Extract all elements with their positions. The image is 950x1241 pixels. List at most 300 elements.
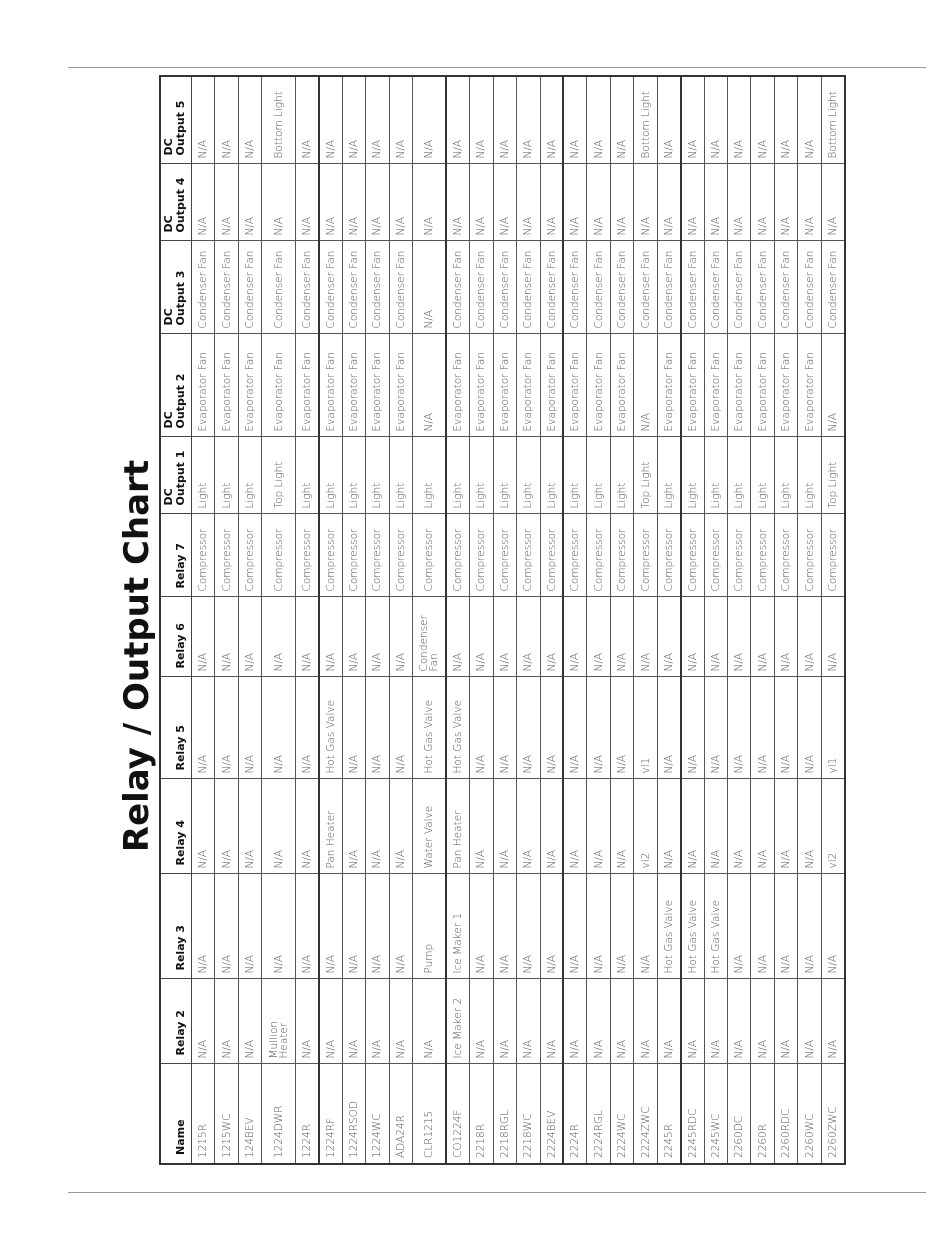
table-row — [262, 76, 296, 1164]
table-cell: N/A — [470, 874, 493, 979]
model-name-cell: CO1224F — [446, 1064, 469, 1164]
table-cell: N/A — [470, 779, 493, 874]
table-cell: Condenser Fan — [470, 241, 493, 334]
table-cell: Ice Maker 1 — [446, 874, 469, 979]
table-cell: Top Light — [634, 437, 657, 514]
table-row — [446, 76, 469, 1164]
table-cell: Evaporator Fan — [728, 334, 751, 437]
table-cell: N/A — [389, 979, 412, 1064]
table-cell: N/A — [295, 979, 318, 1064]
table-cell: Compressor — [587, 514, 610, 597]
table-cell: Compressor — [540, 514, 563, 597]
table-cell: Condenser Fan — [493, 241, 516, 334]
table-cell: N/A — [493, 76, 516, 164]
top-rule — [68, 67, 926, 68]
table-cell: N/A — [192, 597, 215, 677]
table-cell: Compressor — [366, 514, 389, 597]
table-cell: Light — [517, 437, 540, 514]
table-cell: Light — [610, 437, 633, 514]
table-row — [563, 76, 586, 1164]
table-cell: N/A — [262, 677, 296, 779]
table-cell: Bottom Light — [634, 76, 657, 164]
table-cell: N/A — [774, 164, 797, 241]
table-cell: Condenser Fan — [319, 241, 342, 334]
model-name-cell: 2218R — [470, 1064, 493, 1164]
table-cell: N/A — [192, 164, 215, 241]
table-cell: N/A — [470, 164, 493, 241]
table-cell: Light — [493, 437, 516, 514]
table-cell: Pump — [413, 874, 447, 979]
table-cell: N/A — [517, 164, 540, 241]
table-cell: Light — [774, 437, 797, 514]
table-cell: N/A — [493, 164, 516, 241]
table-cell: N/A — [657, 979, 680, 1064]
table-cell: N/A — [681, 779, 704, 874]
table-row — [517, 76, 540, 1164]
table-cell: Compressor — [342, 514, 365, 597]
model-name-cell: 1224R — [295, 1064, 318, 1164]
table-cell: N/A — [610, 874, 633, 979]
table-cell: N/A — [821, 334, 845, 437]
model-name-cell: 2218WC — [517, 1064, 540, 1164]
table-cell: N/A — [389, 677, 412, 779]
table-cell: N/A — [389, 779, 412, 874]
table-cell: Evaporator Fan — [389, 334, 412, 437]
table-row — [751, 76, 774, 1164]
model-name-cell: 2260RDC — [774, 1064, 797, 1164]
table-cell: Condenser Fan — [446, 241, 469, 334]
table-cell: N/A — [319, 76, 342, 164]
model-name-cell: 2224R — [563, 1064, 586, 1164]
table-cell: Light — [295, 437, 318, 514]
table-cell: N/A — [319, 597, 342, 677]
column-header: DC Output 4 — [160, 164, 192, 241]
table-cell: N/A — [517, 779, 540, 874]
table-cell: Compressor — [681, 514, 704, 597]
table-cell: N/A — [413, 164, 447, 241]
table-cell: Light — [192, 437, 215, 514]
table-cell: N/A — [798, 164, 821, 241]
table-cell: Evaporator Fan — [493, 334, 516, 437]
table-cell: N/A — [215, 597, 238, 677]
table-cell: N/A — [319, 164, 342, 241]
table-row — [413, 76, 447, 1164]
table-cell: N/A — [493, 779, 516, 874]
table-cell: N/A — [728, 874, 751, 979]
table-cell: Condenser Fan — [821, 241, 845, 334]
table-cell: N/A — [366, 164, 389, 241]
table-cell: N/A — [366, 76, 389, 164]
table-cell: N/A — [262, 597, 296, 677]
table-cell: N/A — [517, 597, 540, 677]
table-cell: vl1 — [821, 677, 845, 779]
table-cell: Ice Maker 2 — [446, 979, 469, 1064]
table-cell: Evaporator Fan — [319, 334, 342, 437]
table-cell: N/A — [563, 597, 586, 677]
table-cell: Light — [238, 437, 261, 514]
table-cell: Hot Gas Valve — [657, 874, 680, 979]
table-cell: N/A — [657, 164, 680, 241]
table-row — [774, 76, 797, 1164]
table-header-row — [160, 76, 192, 1164]
table-cell: N/A — [470, 76, 493, 164]
table-cell: Evaporator Fan — [470, 334, 493, 437]
table-cell: Hot Gas Valve — [319, 677, 342, 779]
table-cell: Condenser Fan — [728, 241, 751, 334]
table-cell: N/A — [192, 874, 215, 979]
table-row — [493, 76, 516, 1164]
model-name-cell: 2245R — [657, 1064, 680, 1164]
model-name-cell: 1224WC — [366, 1064, 389, 1164]
table-cell: Compressor — [774, 514, 797, 597]
table-cell: N/A — [681, 76, 704, 164]
model-name-cell: 2260ZWC — [821, 1064, 845, 1164]
table-cell: Evaporator Fan — [366, 334, 389, 437]
table-cell: N/A — [751, 597, 774, 677]
table-cell: Light — [319, 437, 342, 514]
table-cell: N/A — [493, 597, 516, 677]
table-cell: N/A — [215, 979, 238, 1064]
table-cell: vl2 — [634, 779, 657, 874]
model-name-cell: 1215WC — [215, 1064, 238, 1164]
column-header: DC Output 3 — [160, 241, 192, 334]
table-cell: N/A — [366, 874, 389, 979]
table-cell: N/A — [295, 76, 318, 164]
table-cell: N/A — [389, 76, 412, 164]
table-cell: N/A — [728, 677, 751, 779]
model-name-cell: ADA24R — [389, 1064, 412, 1164]
model-name-cell: 2224ZWC — [634, 1064, 657, 1164]
table-cell: N/A — [470, 979, 493, 1064]
table-cell: Compressor — [192, 514, 215, 597]
table-cell: N/A — [342, 677, 365, 779]
table-cell: N/A — [563, 677, 586, 779]
table-cell: vl1 — [634, 677, 657, 779]
table-cell: Light — [657, 437, 680, 514]
table-cell: N/A — [493, 874, 516, 979]
table-cell: N/A — [342, 779, 365, 874]
relay-output-table-container — [159, 91, 846, 1165]
table-cell: N/A — [751, 779, 774, 874]
table-cell: Condenser Fan — [517, 241, 540, 334]
table-cell: N/A — [493, 979, 516, 1064]
table-cell: N/A — [751, 164, 774, 241]
table-cell: N/A — [342, 874, 365, 979]
table-cell: Compressor — [493, 514, 516, 597]
table-cell: N/A — [751, 979, 774, 1064]
table-cell: N/A — [366, 779, 389, 874]
table-cell: Light — [751, 437, 774, 514]
rotated-table-frame — [159, 91, 846, 1165]
table-cell: Evaporator Fan — [540, 334, 563, 437]
table-row — [389, 76, 412, 1164]
table-cell: N/A — [610, 979, 633, 1064]
table-cell: Condenser Fan — [657, 241, 680, 334]
model-name-cell: 2224RGL — [587, 1064, 610, 1164]
table-cell: N/A — [563, 979, 586, 1064]
table-cell: Evaporator Fan — [262, 334, 296, 437]
table-cell: Compressor — [634, 514, 657, 597]
table-cell: N/A — [563, 779, 586, 874]
table-row — [540, 76, 563, 1164]
table-row — [215, 76, 238, 1164]
table-cell: Compressor — [389, 514, 412, 597]
table-cell: N/A — [262, 874, 296, 979]
table-cell: N/A — [774, 677, 797, 779]
table-cell: N/A — [446, 76, 469, 164]
table-cell: Light — [413, 437, 447, 514]
table-cell: Compressor — [563, 514, 586, 597]
table-cell: N/A — [704, 979, 727, 1064]
table-cell: N/A — [587, 597, 610, 677]
table-cell: N/A — [262, 164, 296, 241]
table-cell: Light — [342, 437, 365, 514]
table-cell: N/A — [238, 979, 261, 1064]
table-cell: N/A — [704, 164, 727, 241]
model-name-cell: 2260WC — [798, 1064, 821, 1164]
model-name-cell: 2260DC — [728, 1064, 751, 1164]
table-cell: Evaporator Fan — [704, 334, 727, 437]
column-header: DC Output 5 — [160, 76, 192, 164]
table-cell: N/A — [774, 779, 797, 874]
table-cell: Compressor — [295, 514, 318, 597]
column-header: Relay 7 — [160, 514, 192, 597]
table-cell: N/A — [238, 779, 261, 874]
table-cell: N/A — [446, 164, 469, 241]
table-cell: N/A — [563, 874, 586, 979]
table-cell: N/A — [389, 164, 412, 241]
table-cell: N/A — [751, 677, 774, 779]
table-cell: Evaporator Fan — [657, 334, 680, 437]
table-cell: Hot Gas Valve — [413, 677, 447, 779]
table-cell: N/A — [704, 597, 727, 677]
table-cell: N/A — [587, 677, 610, 779]
table-cell: N/A — [389, 874, 412, 979]
table-cell: N/A — [657, 76, 680, 164]
table-cell: N/A — [342, 76, 365, 164]
table-cell: Bottom Light — [262, 76, 296, 164]
column-header: Relay 3 — [160, 874, 192, 979]
table-cell: Mullion Heater — [262, 979, 296, 1064]
table-cell: Condenser Fan — [610, 241, 633, 334]
table-cell: N/A — [215, 164, 238, 241]
table-cell: Compressor — [610, 514, 633, 597]
table-row — [681, 76, 704, 1164]
model-name-cell: 124BEV — [238, 1064, 261, 1164]
table-cell: N/A — [540, 76, 563, 164]
table-cell: Light — [470, 437, 493, 514]
table-row — [587, 76, 610, 1164]
table-cell: N/A — [634, 164, 657, 241]
page-title: Relay / Output Chart — [117, 459, 157, 853]
table-cell: Evaporator Fan — [751, 334, 774, 437]
table-cell: N/A — [728, 979, 751, 1064]
table-cell: N/A — [657, 677, 680, 779]
table-cell: N/A — [517, 874, 540, 979]
table-cell: N/A — [610, 76, 633, 164]
table-row — [319, 76, 342, 1164]
table-cell: Pan Heater — [446, 779, 469, 874]
table-cell: N/A — [540, 164, 563, 241]
table-cell: N/A — [728, 76, 751, 164]
model-name-cell: 2224BEV — [540, 1064, 563, 1164]
table-cell: N/A — [587, 874, 610, 979]
table-cell: N/A — [563, 164, 586, 241]
table-cell: N/A — [470, 597, 493, 677]
table-row — [657, 76, 680, 1164]
table-cell: Evaporator Fan — [774, 334, 797, 437]
model-name-cell: 2245RDC — [681, 1064, 704, 1164]
table-cell: N/A — [262, 779, 296, 874]
table-cell: N/A — [413, 979, 447, 1064]
table-row — [728, 76, 751, 1164]
table-cell: N/A — [798, 779, 821, 874]
table-cell: N/A — [192, 76, 215, 164]
table-cell: N/A — [295, 874, 318, 979]
table-cell: Light — [704, 437, 727, 514]
column-header: Relay 4 — [160, 779, 192, 874]
table-row — [634, 76, 657, 1164]
table-cell: Condenser Fan — [587, 241, 610, 334]
table-cell: N/A — [540, 779, 563, 874]
table-cell: N/A — [238, 677, 261, 779]
table-cell: N/A — [192, 779, 215, 874]
table-cell: N/A — [238, 597, 261, 677]
table-cell: Evaporator Fan — [610, 334, 633, 437]
table-cell: Compressor — [728, 514, 751, 597]
table-cell: N/A — [215, 677, 238, 779]
table-cell: N/A — [540, 597, 563, 677]
bottom-rule — [68, 1192, 926, 1193]
table-row — [470, 76, 493, 1164]
table-cell: N/A — [798, 76, 821, 164]
table-cell: Compressor — [238, 514, 261, 597]
table-cell: N/A — [681, 164, 704, 241]
table-body — [192, 76, 846, 1164]
table-cell: N/A — [366, 597, 389, 677]
table-cell: Condenser Fan — [295, 241, 318, 334]
column-header: Relay 2 — [160, 979, 192, 1064]
table-cell: Condenser Fan — [215, 241, 238, 334]
table-cell: Light — [587, 437, 610, 514]
table-cell: N/A — [413, 241, 447, 334]
table-cell: N/A — [821, 874, 845, 979]
table-cell: N/A — [798, 597, 821, 677]
table-cell: Condenser Fan — [540, 241, 563, 334]
table-cell: Condenser Fan — [342, 241, 365, 334]
table-cell: N/A — [587, 164, 610, 241]
table-cell: Compressor — [657, 514, 680, 597]
table-cell: Condenser Fan — [798, 241, 821, 334]
table-cell: N/A — [470, 677, 493, 779]
table-cell: N/A — [774, 979, 797, 1064]
table-cell: N/A — [634, 597, 657, 677]
table-cell: Light — [540, 437, 563, 514]
table-cell: N/A — [238, 76, 261, 164]
table-cell: N/A — [215, 779, 238, 874]
table-cell: N/A — [238, 164, 261, 241]
table-cell: N/A — [517, 979, 540, 1064]
table-cell: Compressor — [262, 514, 296, 597]
table-row — [295, 76, 318, 1164]
table-cell: N/A — [413, 76, 447, 164]
table-cell: N/A — [798, 677, 821, 779]
column-header: DC Output 1 — [160, 437, 192, 514]
table-cell: N/A — [215, 76, 238, 164]
table-cell: N/A — [342, 597, 365, 677]
table-cell: N/A — [517, 677, 540, 779]
table-cell: Condenser Fan — [634, 241, 657, 334]
table-cell: N/A — [634, 979, 657, 1064]
table-cell: Evaporator Fan — [446, 334, 469, 437]
table-cell: N/A — [681, 677, 704, 779]
table-cell: Compressor — [751, 514, 774, 597]
table-cell: N/A — [728, 597, 751, 677]
relay-output-table — [159, 75, 846, 1165]
table-cell: N/A — [634, 874, 657, 979]
table-cell: Condenser Fan — [238, 241, 261, 334]
table-cell: Water Valve — [413, 779, 447, 874]
table-cell: N/A — [295, 779, 318, 874]
table-cell: N/A — [704, 76, 727, 164]
table-cell: N/A — [389, 597, 412, 677]
table-cell: N/A — [540, 874, 563, 979]
table-cell: N/A — [704, 779, 727, 874]
table-cell: N/A — [774, 597, 797, 677]
table-cell: N/A — [751, 76, 774, 164]
table-cell: Evaporator Fan — [192, 334, 215, 437]
table-cell: Condenser Fan — [681, 241, 704, 334]
table-cell: N/A — [610, 779, 633, 874]
table-cell: Condenser Fan — [704, 241, 727, 334]
model-name-cell: 1224RSOD — [342, 1064, 365, 1164]
table-cell: N/A — [821, 597, 845, 677]
table-cell: N/A — [295, 677, 318, 779]
table-cell: N/A — [634, 334, 657, 437]
model-name-cell: CLR1215 — [413, 1064, 447, 1164]
table-cell: N/A — [821, 979, 845, 1064]
table-cell: Top Light — [262, 437, 296, 514]
table-row — [192, 76, 215, 1164]
table-cell: N/A — [657, 779, 680, 874]
table-cell: N/A — [540, 677, 563, 779]
table-cell: Condenser Fan — [751, 241, 774, 334]
table-row — [238, 76, 261, 1164]
table-cell: Light — [446, 437, 469, 514]
table-row — [821, 76, 845, 1164]
model-name-cell: 1215R — [192, 1064, 215, 1164]
table-cell: Light — [563, 437, 586, 514]
table-cell: Condenser Fan — [366, 241, 389, 334]
table-cell: N/A — [540, 979, 563, 1064]
table-cell: Hot Gas Valve — [446, 677, 469, 779]
table-cell: N/A — [798, 874, 821, 979]
table-cell: N/A — [610, 677, 633, 779]
table-cell: Light — [798, 437, 821, 514]
table-cell: N/A — [366, 677, 389, 779]
table-cell: Evaporator Fan — [587, 334, 610, 437]
table-cell: Evaporator Fan — [238, 334, 261, 437]
table-cell: N/A — [587, 979, 610, 1064]
table-cell: N/A — [751, 874, 774, 979]
model-name-cell: 2245WC — [704, 1064, 727, 1164]
table-cell: N/A — [342, 164, 365, 241]
table-cell: Condenser Fan — [563, 241, 586, 334]
table-cell: N/A — [610, 164, 633, 241]
table-cell: N/A — [798, 979, 821, 1064]
table-cell: N/A — [774, 874, 797, 979]
table-cell: N/A — [413, 334, 447, 437]
